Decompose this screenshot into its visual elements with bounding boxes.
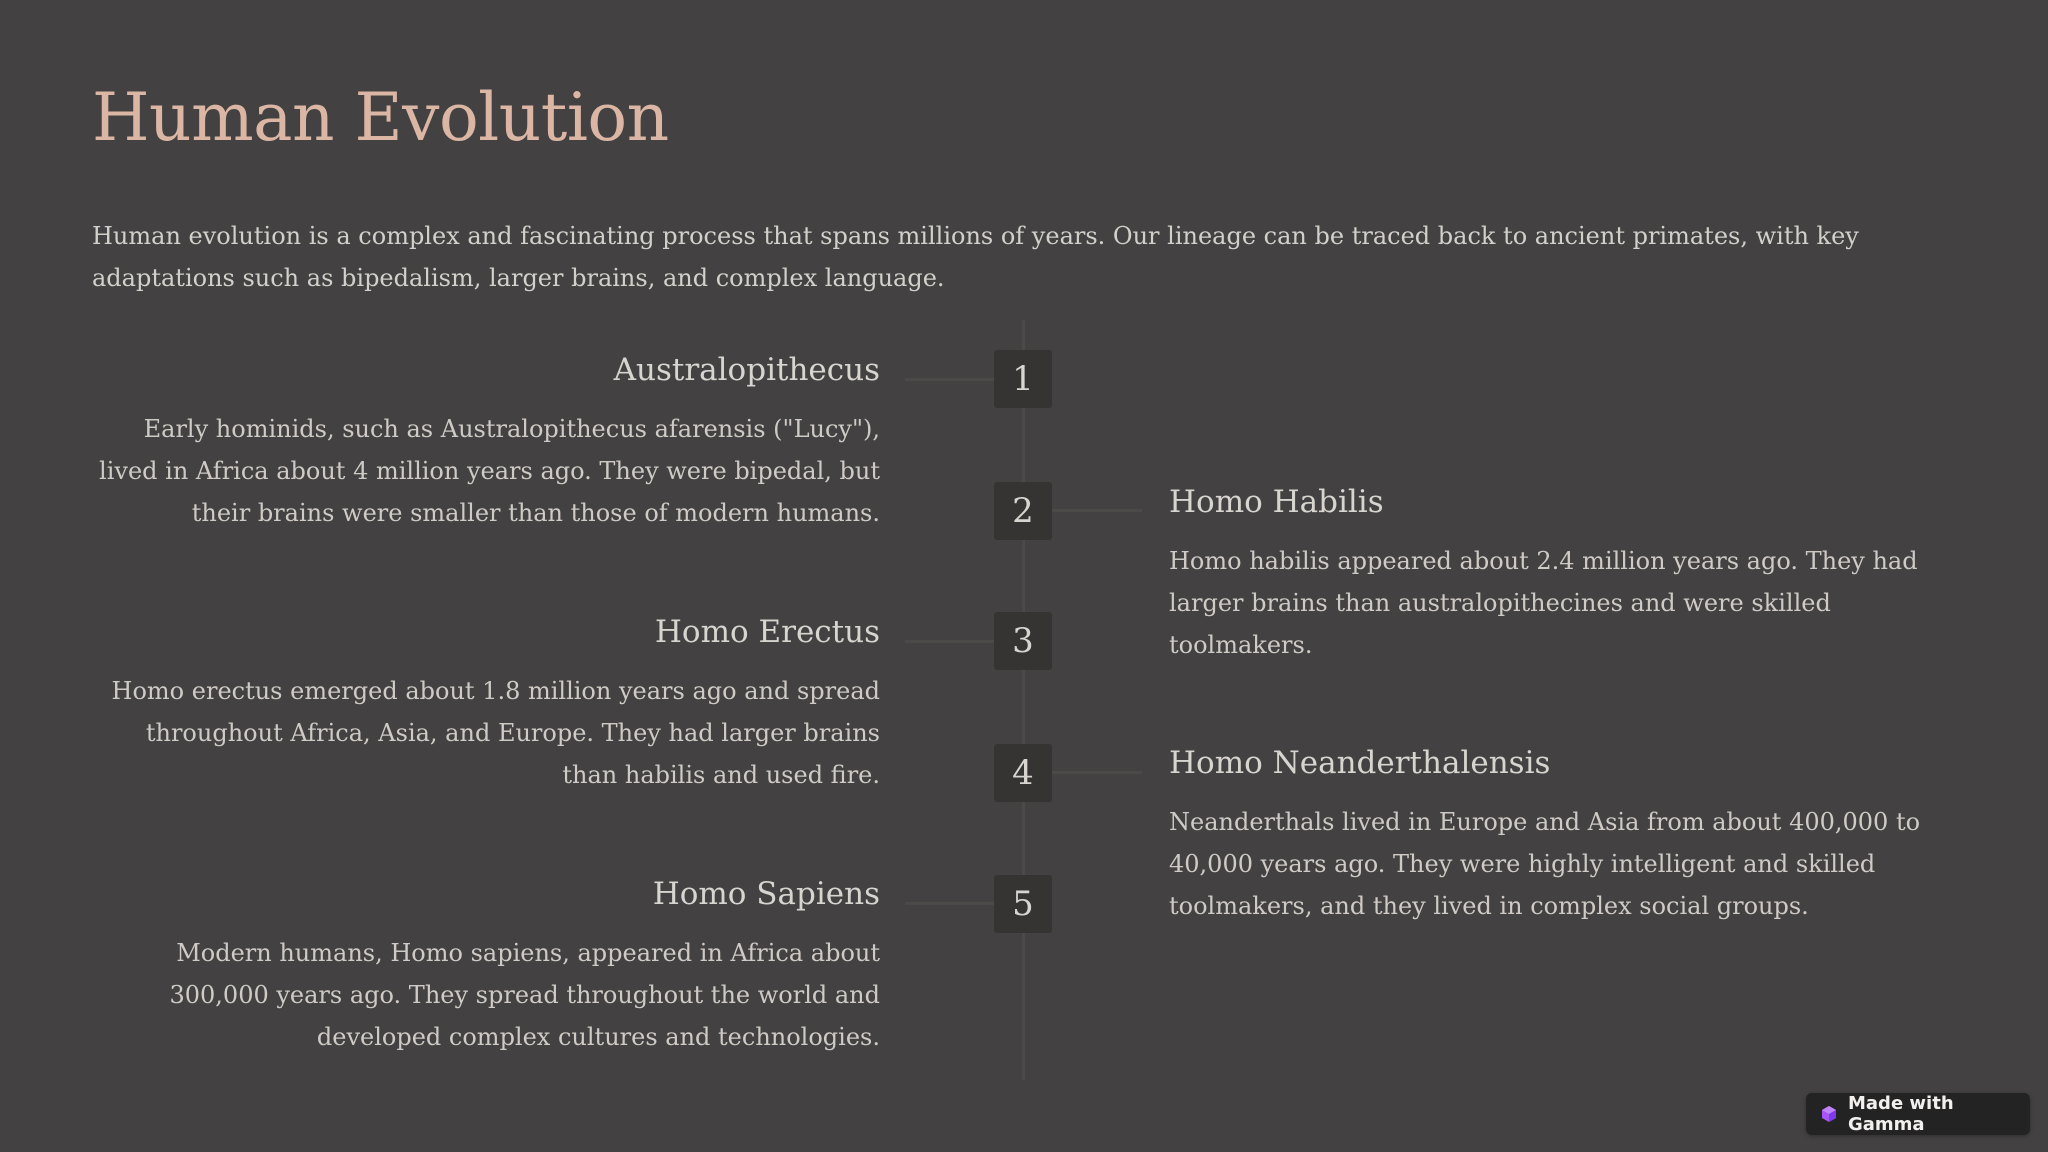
gamma-logo-icon — [1820, 1105, 1838, 1123]
entry-title: Homo Sapiens — [652, 876, 880, 912]
timeline-badge-4: 4 — [994, 744, 1052, 802]
entry-text: Early hominids, such as Australopithecus afarensis ("Lucy"), lived in Africa about 4 million years ago. They were bipedal, but their brains were smaller than those of modern humans. — [99, 415, 880, 527]
entry-title: Homo Erectus — [654, 614, 880, 650]
timeline-entry-homo-habilis — [1169, 482, 1969, 666]
timeline-entry-australopithecus — [90, 350, 880, 534]
intro-paragraph: Human evolution is a complex and fascinating process that spans millions of years. Our lineage can be traced back to ancient primates, with key adaptations such as bipedalism, larger brains, and complex language. — [92, 222, 1859, 292]
timeline-entry-homo-erectus — [90, 612, 880, 796]
connector-1 — [905, 378, 995, 381]
entry-title: Homo Neanderthalensis — [1169, 745, 1551, 781]
entry-text: Homo erectus emerged about 1.8 million years ago and spread throughout Africa, Asia, and Europe. They had larger brains than habilis and used fire. — [111, 677, 880, 789]
gamma-label: Made with Gamma — [1848, 1093, 1954, 1135]
connector-3 — [905, 640, 995, 643]
connector-2 — [1052, 509, 1142, 512]
timeline-badge-1: 1 — [994, 350, 1052, 408]
timeline-entry-homo-neanderthalensis — [1169, 743, 1969, 927]
page-title: Human Evolution — [92, 79, 669, 156]
timeline-badge-3: 3 — [994, 612, 1052, 670]
entry-text: Neanderthals lived in Europe and Asia from about 400,000 to 40,000 years ago. They were highly intelligent and skilled toolmakers, and they lived in complex social groups. — [1169, 808, 1921, 920]
timeline-entry-homo-sapiens — [90, 874, 880, 1058]
entry-title: Australopithecus — [613, 352, 880, 388]
entry-text: Modern humans, Homo sapiens, appeared in Africa about 300,000 years ago. They spread throughout the world and developed complex cultures and technologies. — [169, 939, 880, 1051]
connector-5 — [905, 902, 995, 905]
timeline-badge-2: 2 — [994, 482, 1052, 540]
entry-text: Homo habilis appeared about 2.4 million years ago. They had larger brains than australopithecines and were skilled toolmakers. — [1169, 547, 1918, 659]
made-with-gamma-badge[interactable] — [1806, 1093, 2030, 1135]
timeline-spine — [1022, 320, 1025, 1080]
entry-title: Homo Habilis — [1169, 484, 1384, 520]
connector-4 — [1052, 771, 1142, 774]
timeline-badge-5: 5 — [994, 875, 1052, 933]
